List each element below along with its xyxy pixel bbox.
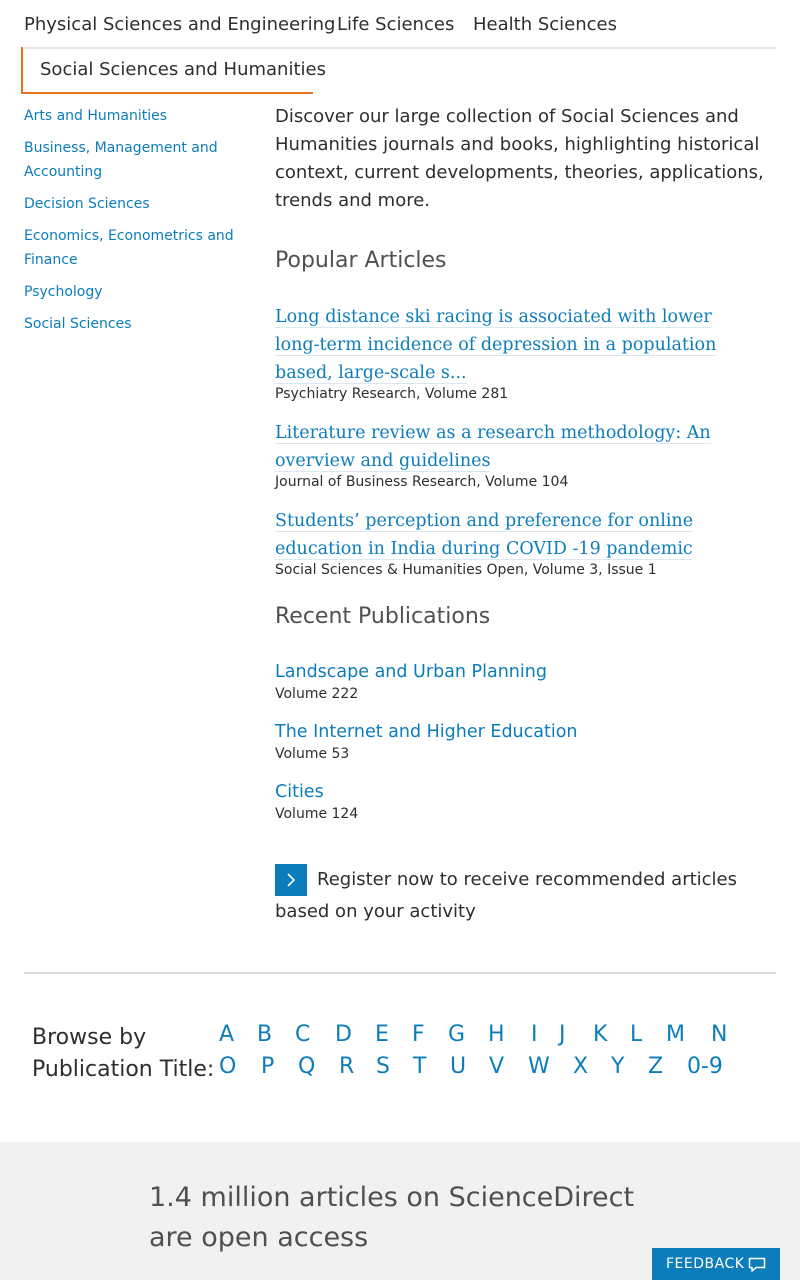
publication-volume: Volume 53 — [275, 746, 350, 762]
subject-tabs — [24, 0, 776, 49]
recent-publications-heading: Recent Publications — [275, 604, 491, 629]
browse-letter-n[interactable]: N — [711, 1022, 728, 1047]
browse-letter-g[interactable]: G — [448, 1022, 466, 1047]
tab-health-sciences[interactable]: Health Sciences — [473, 14, 617, 35]
register-text: Register now to receive recommended articles based on your activity — [275, 869, 738, 922]
publication-title-link[interactable]: The Internet and Higher Education — [275, 722, 578, 742]
article-title-link[interactable] — [275, 303, 735, 387]
register-prompt — [275, 864, 775, 927]
article-meta: Journal of Business Research, Volume 104 — [275, 474, 569, 490]
sidebar-item-psychology[interactable]: Psychology — [24, 284, 103, 300]
browse-letter-k[interactable]: K — [593, 1022, 608, 1047]
browse-letter-l[interactable]: L — [630, 1022, 643, 1047]
browse-label-line2: Publication Title: — [32, 1057, 215, 1082]
article-meta: Social Sciences & Humanities Open, Volume 3, Issue 1 — [275, 562, 657, 578]
article-meta: Psychiatry Research, Volume 281 — [275, 386, 509, 402]
publication-title-link[interactable]: Landscape and Urban Planning — [275, 662, 547, 682]
browse-letter-p[interactable]: P — [261, 1054, 275, 1079]
browse-letter-a[interactable]: A — [219, 1022, 235, 1047]
sidebar-item-social-sciences[interactable]: Social Sciences — [24, 316, 132, 332]
browse-letter-m[interactable]: M — [666, 1022, 685, 1047]
browse-letter-o[interactable]: O — [219, 1054, 237, 1079]
browse-letter-e[interactable]: E — [375, 1022, 389, 1047]
browse-letter-h[interactable]: H — [488, 1022, 505, 1047]
tab-social-sciences-humanities[interactable] — [21, 47, 326, 94]
sidebar-item-economics[interactable]: Economics, Econometrics and Finance — [24, 228, 234, 268]
sidebar-item-arts-humanities[interactable]: Arts and Humanities — [24, 108, 168, 124]
popular-articles-heading: Popular Articles — [275, 248, 447, 273]
publication-volume: Volume 124 — [275, 806, 359, 822]
tab-life-sciences[interactable]: Life Sciences — [337, 14, 455, 35]
browse-letter-s[interactable]: S — [376, 1054, 390, 1079]
browse-letter-v[interactable]: V — [489, 1054, 505, 1079]
browse-letter-z[interactable]: Z — [648, 1054, 664, 1079]
feedback-label: FEEDBACK — [666, 1256, 745, 1272]
article-title-text: Students’ perception and preference for online education in India during COVID -19 pandemic — [275, 511, 694, 559]
browse-label-line1: Browse by — [32, 1025, 147, 1050]
register-button[interactable] — [275, 864, 307, 896]
active-tab-label: Social Sciences and Humanities — [40, 59, 326, 80]
browse-letter-d[interactable]: D — [335, 1022, 352, 1047]
browse-letter-x[interactable]: X — [573, 1054, 589, 1079]
browse-letter-i[interactable]: I — [531, 1022, 538, 1047]
browse-letter-y[interactable]: Y — [611, 1054, 625, 1079]
browse-letter-j[interactable]: J — [559, 1022, 566, 1047]
browse-letter-c[interactable]: C — [295, 1022, 311, 1047]
browse-letter-0-9[interactable]: 0-9 — [687, 1054, 723, 1079]
feedback-button[interactable] — [652, 1248, 780, 1280]
browse-label — [32, 1022, 214, 1086]
browse-letter-t[interactable]: T — [413, 1054, 427, 1079]
subject-sidebar — [24, 104, 244, 344]
article-title-text: Literature review as a research methodology: An overview and guidelines — [275, 423, 711, 471]
publication-volume: Volume 222 — [275, 686, 359, 702]
article-title-link[interactable] — [275, 419, 735, 475]
sidebar-item-business-management[interactable]: Business, Management and Accounting — [24, 140, 218, 180]
sidebar-item-decision-sciences[interactable]: Decision Sciences — [24, 196, 150, 212]
browse-letter-w[interactable]: W — [528, 1054, 550, 1079]
tab-physical-sciences[interactable]: Physical Sciences and Engineering — [24, 14, 336, 35]
intro-text: Discover our large collection of Social Sciences and Humanities journals and books, highlighting historical context, current developments, theories, applications, trends and more. — [275, 106, 764, 211]
section-divider — [24, 972, 776, 974]
browse-letter-r[interactable]: R — [339, 1054, 355, 1079]
open-access-heading: 1.4 million articles on ScienceDirect are open access — [149, 1182, 635, 1253]
browse-letter-u[interactable]: U — [450, 1054, 467, 1079]
chevron-right-icon — [285, 873, 297, 887]
browse-letter-f[interactable]: F — [412, 1022, 425, 1047]
article-title-text: Long distance ski racing is associated with lower long-term incidence of depression in a population based, large-scale s... — [275, 307, 717, 383]
speech-bubble-icon — [748, 1257, 766, 1273]
browse-letter-q[interactable]: Q — [298, 1054, 316, 1079]
browse-letter-b[interactable]: B — [257, 1022, 273, 1047]
article-title-link[interactable] — [275, 507, 735, 563]
publication-title-link[interactable]: Cities — [275, 782, 324, 802]
